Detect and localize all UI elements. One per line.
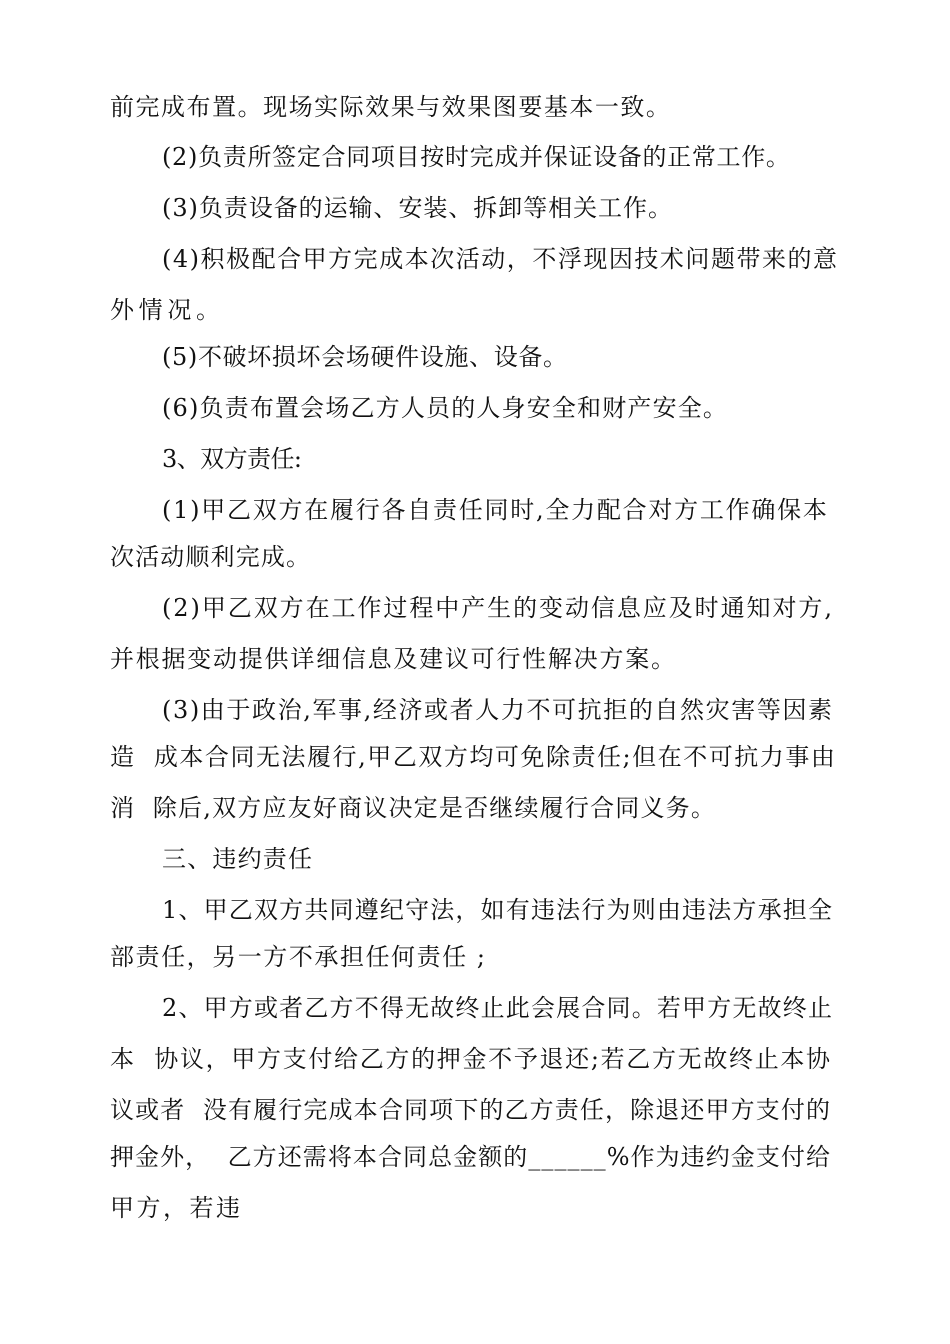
text-line: 押金外， 乙方还需将本合同总金额的______%作为违约金支付给	[110, 1143, 832, 1171]
text-line: (5)不破坏损坏会场硬件设施、设备。	[162, 343, 568, 371]
text-line: (6)负责布置会场乙方人员的人身安全和财产安全。	[162, 394, 729, 422]
text-line: 议或者 没有履行完成本合同项下的乙方责任，除退还甲方支付的	[110, 1096, 832, 1124]
text-line: 本 协议，甲方支付给乙方的押金不予退还;若乙方无故终止本协	[110, 1045, 832, 1073]
text-line: 前完成布置。现场实际效果与效果图要基本一致。	[110, 93, 672, 121]
text-line: (3)负责设备的运输、安装、拆卸等相关工作。	[162, 194, 673, 222]
text-line: 部责任，另一方不承担任何责任 ;	[110, 943, 487, 971]
text-line: 外情况。	[110, 296, 225, 324]
text-line: (3)由于政治,军事,经济或者人力不可抗拒的自然灾害等因素	[162, 696, 834, 724]
text-line: 消 除后,双方应友好商议决定是否继续履行合同义务。	[110, 794, 717, 822]
section-heading: 3、双方责任:	[162, 445, 302, 473]
text-line: 甲方，若违	[110, 1194, 243, 1222]
text-line: (4)积极配合甲方完成本次活动，不浮现因技术问题带来的意	[162, 245, 839, 273]
text-line: (2)负责所签定合同项目按时完成并保证设备的正常工作。	[162, 143, 791, 171]
section-heading: 三、违约责任	[162, 845, 314, 873]
text-line: 次活动顺利完成。	[110, 543, 312, 571]
text-line: (1)甲乙双方在履行各自责任同时,全力配合对方工作确保本	[162, 496, 829, 524]
text-line: 造 成本合同无法履行,甲乙双方均可免除责任;但在不可抗力事由	[110, 743, 837, 771]
text-line: 并根据变动提供详细信息及建议可行性解决方案。	[110, 645, 677, 673]
text-line: 2、甲方或者乙方不得无故终止此会展合同。若甲方无故终止	[162, 994, 834, 1022]
text-line: (2)甲乙双方在工作过程中产生的变动信息应及时通知对方,	[162, 594, 834, 622]
text-line: 1、甲乙双方共同遵纪守法，如有违法行为则由违法方承担全	[162, 896, 834, 924]
